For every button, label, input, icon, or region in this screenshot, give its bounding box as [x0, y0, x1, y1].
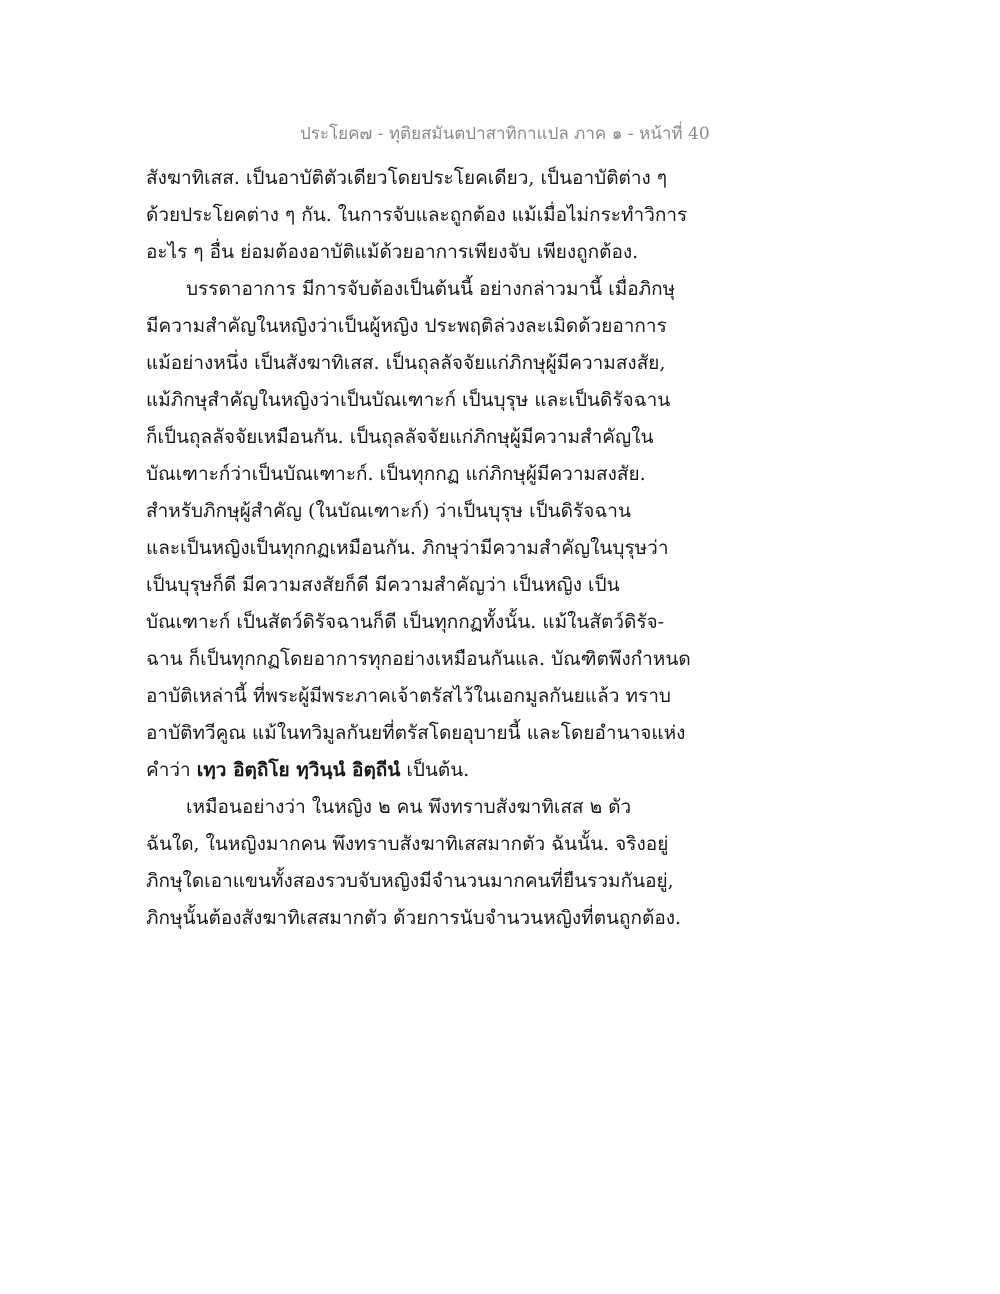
- paragraph-2: [146, 271, 706, 789]
- text-line: ภิกษุนั้นต้องสังฆาทิเสสมากตัว ด้วยการนับจำนวนหญิงที่ตนถูกต้อง.: [146, 907, 682, 929]
- text-line: ก็เป็นถุลลัจจัยเหมือนกัน. เป็นถุลลัจจัยแก่ภิกษุผู้มีความสำคัญใน: [146, 426, 654, 448]
- text-line-with-pali: [146, 752, 706, 789]
- paragraph-1: [146, 160, 706, 271]
- text-line: เป็นบุรุษก็ดี มีความสงสัยก็ดี มีความสำคัญว่า เป็นหญิง เป็น: [146, 574, 620, 596]
- line-suffix: เป็นต้น.: [400, 759, 470, 781]
- text-line: เหมือนอย่างว่า ในหญิง ๒ คน พึงทราบสังฆาทิเสส ๒ ตัว: [186, 796, 632, 818]
- text-line: สำหรับภิกษุผู้สำคัญ (ในบัณเฑาะก์) ว่าเป็นบุรุษ เป็นดิรัจฉาน: [146, 500, 631, 522]
- text-line: ด้วยประโยคต่าง ๆ กัน. ในการจับและถูกต้อง แม้เมื่อไม่กระทำวิการ: [146, 204, 688, 226]
- text-line: สังฆาทิเสส. เป็นอาบัติตัวเดียวโดยประโยคเดียว, เป็นอาบัติต่าง ๆ: [146, 167, 668, 189]
- running-header: ประโยค๗ - ทุติยสมันตปาสาทิกาแปล ภาค ๑ - หน้าที่ 40: [300, 124, 710, 144]
- text-line: อาบัติเหล่านี้ ที่พระผู้มีพระภาคเจ้าตรัสไว้ในเอกมูลกันยแล้ว ทราบ: [146, 685, 671, 707]
- text-line: บัณเฑาะก์ว่าเป็นบัณเฑาะก์. เป็นทุกกฏ แก่ภิกษุผู้มีความสงสัย.: [146, 463, 646, 485]
- text-line: มีความสำคัญในหญิงว่าเป็นผู้หญิง ประพฤติล่วงละเมิดด้วยอาการ: [146, 315, 667, 337]
- text-line: อาบัติทวีคูณ แม้ในทวิมูลกันยที่ตรัสโดยอุบายนี้ และโดยอำนาจแห่ง: [146, 722, 686, 744]
- text-line: ฉันใด, ในหญิงมากคน พึงทราบสังฆาทิเสสมากตัว ฉันนั้น. จริงอยู่: [146, 833, 669, 855]
- text-line: แม้อย่างหนึ่ง เป็นสังฆาทิเสส. เป็นถุลลัจจัยแก่ภิกษุผู้มีความสงสัย,: [146, 352, 666, 374]
- text-line: บรรดาอาการ มีการจับต้องเป็นต้นนี้ อย่างกล่าวมานี้ เมื่อภิกษุ: [186, 278, 676, 300]
- paragraph-3: [146, 789, 706, 937]
- pali-phrase: เทฺว อิตฺถิโย ทฺวินฺนํ อิตฺถีนํ: [196, 759, 401, 781]
- text-line: แม้ภิกษุสำคัญในหญิงว่าเป็นบัณเฑาะก์ เป็นบุรุษ และเป็นดิรัจฉาน: [146, 389, 671, 411]
- line-prefix: คำว่า: [146, 759, 197, 781]
- text-line: อะไร ๆ อื่น ย่อมต้องอาบัติแม้ด้วยอาการเพียงจับ เพียงถูกต้อง.: [146, 241, 639, 263]
- text-line: ภิกษุใดเอาแขนทั้งสองรวบจับหญิงมีจำนวนมากคนที่ยืนรวมกันอยู่,: [146, 870, 674, 892]
- body-text: [146, 160, 706, 937]
- text-line: ฉาน ก็เป็นทุกกฏโดยอาการทุกอย่างเหมือนกันแล. บัณฑิตพึงกำหนด: [146, 648, 691, 670]
- text-line: และเป็นหญิงเป็นทุกกฏเหมือนกัน. ภิกษุว่ามีความสำคัญในบุรุษว่า: [146, 537, 669, 559]
- text-line: บัณเฑาะก์ เป็นสัตว์ดิรัจฉานก็ดี เป็นทุกกฏทั้งนั้น. แม้ในสัตว์ดิรัจ-: [146, 611, 665, 633]
